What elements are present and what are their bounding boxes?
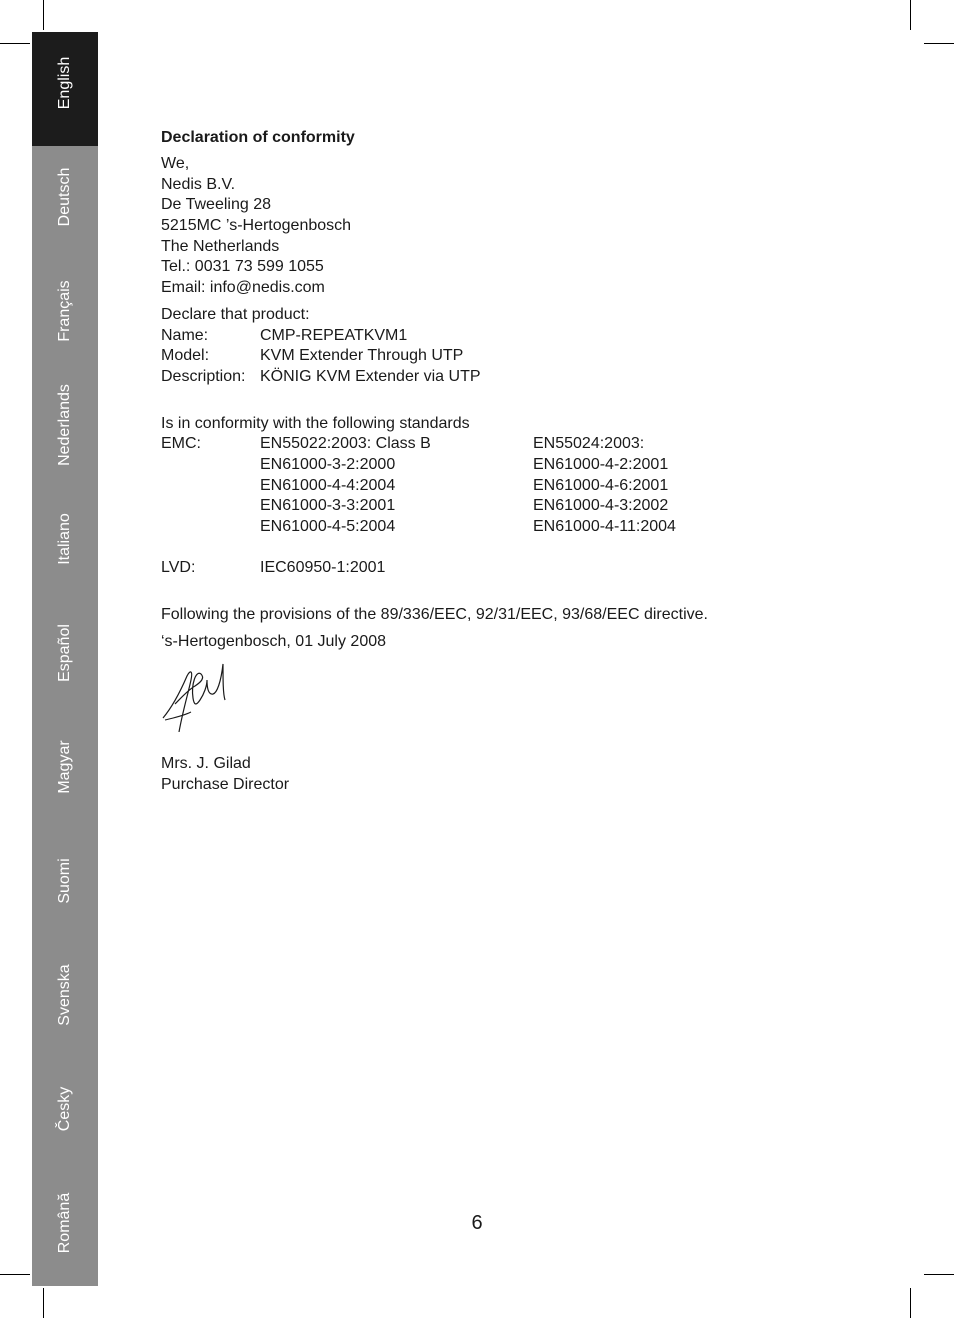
language-tab-label: Svenska: [56, 964, 73, 1026]
product-label: Model:: [161, 347, 210, 365]
language-tab-10[interactable]: [32, 1172, 98, 1286]
crop-mark: [910, 1288, 911, 1318]
product-row: [161, 367, 861, 388]
lvd-row: [161, 558, 861, 579]
emc-row: [161, 434, 861, 455]
product-row: [161, 326, 861, 347]
emc-standard: EN61000-3-2:2000: [260, 455, 396, 473]
language-tab-0[interactable]: [32, 32, 98, 146]
emc-standard: EN61000-4-5:2004: [260, 518, 396, 535]
language-tab-8[interactable]: [32, 944, 98, 1058]
language-tab-label: Română: [56, 1193, 73, 1254]
product-value: KÖNIG KVM Extender via UTP: [260, 367, 481, 385]
product-label: Name:: [161, 326, 209, 344]
emc-row: [161, 517, 861, 538]
language-tab-label: Česky: [56, 1087, 73, 1132]
language-tab-2[interactable]: [32, 260, 98, 374]
crop-mark: [43, 0, 44, 30]
language-tab-9[interactable]: [32, 1058, 98, 1172]
emc-label: EMC:: [161, 435, 201, 453]
language-tab-7[interactable]: [32, 830, 98, 944]
crop-mark: [0, 1274, 30, 1275]
address-line: Nedis B.V.: [161, 175, 236, 193]
language-tab-1[interactable]: [32, 146, 98, 260]
declaration-title: Declaration of conformity: [161, 129, 355, 146]
emc-standards: [161, 434, 861, 537]
emc-standard: EN61000-4-2:2001: [533, 455, 669, 473]
language-tab-label: Magyar: [56, 740, 73, 794]
product-details: [161, 326, 861, 388]
address-line: We,: [161, 155, 190, 172]
crop-mark: [910, 0, 911, 30]
emc-standard: EN61000-4-3:2002: [533, 497, 669, 515]
lvd-standard: IEC60950-1:2001: [260, 559, 386, 577]
language-tab-5[interactable]: [32, 602, 98, 716]
address-line: The Netherlands: [161, 237, 280, 255]
signature-image: [161, 660, 241, 732]
emc-standard: EN55024:2003:: [533, 435, 645, 453]
language-tab-label: Français: [56, 280, 73, 342]
language-tab-label: Español: [56, 624, 73, 683]
product-label: Description:: [161, 367, 246, 385]
page-number: 6: [471, 1212, 483, 1234]
address-line: Email: info@nedis.com: [161, 279, 325, 297]
signer-name: Mrs. J. Gilad: [161, 755, 251, 773]
emc-standard: EN61000-4-4:2004: [260, 476, 396, 494]
place-date: ‘s-Hertogenbosch, 01 July 2008: [161, 632, 387, 650]
language-tab-label: Deutsch: [56, 167, 73, 227]
declare-intro: Declare that product:: [161, 305, 310, 323]
signer-title: Purchase Director: [161, 775, 290, 793]
lvd-label: LVD:: [161, 559, 196, 577]
emc-standard: EN61000-3-3:2001: [260, 497, 396, 515]
crop-mark: [924, 43, 954, 44]
declaration-content: [161, 128, 861, 796]
emc-standard: EN61000-4-11:2004: [533, 518, 676, 535]
language-tab-6[interactable]: [32, 716, 98, 830]
crop-mark: [924, 1274, 954, 1275]
address-line: De Tweeling 28: [161, 196, 271, 214]
address-line: 5215MC ’s-Hertogenbosch: [161, 217, 352, 235]
emc-standard: EN61000-4-6:2001: [533, 476, 669, 494]
product-value: KVM Extender Through UTP: [260, 347, 464, 365]
emc-standard: EN55022:2003: Class B: [260, 435, 431, 453]
emc-row: [161, 496, 861, 517]
product-row: [161, 346, 861, 367]
product-value: CMP-REPEATKVM1: [260, 326, 408, 344]
language-tab-3[interactable]: [32, 374, 98, 488]
language-tab-4[interactable]: [32, 488, 98, 602]
directive-provisions: Following the provisions of the 89/336/EEC, 92/31/EEC, 93/68/EEC directive.: [161, 606, 708, 624]
language-tab-label: English: [56, 57, 73, 110]
language-sidebar: [32, 32, 98, 1286]
crop-mark: [0, 43, 30, 44]
address-line: Tel.: 0031 73 599 1055: [161, 258, 324, 276]
emc-row: [161, 455, 861, 476]
standards-intro: Is in conformity with the following standards: [161, 414, 470, 432]
language-tab-label: Italiano: [56, 513, 73, 566]
language-tab-label: Nederlands: [56, 384, 73, 467]
language-tab-label: Suomi: [56, 858, 73, 904]
company-address: [161, 154, 861, 299]
crop-mark: [43, 1288, 44, 1318]
emc-row: [161, 476, 861, 497]
